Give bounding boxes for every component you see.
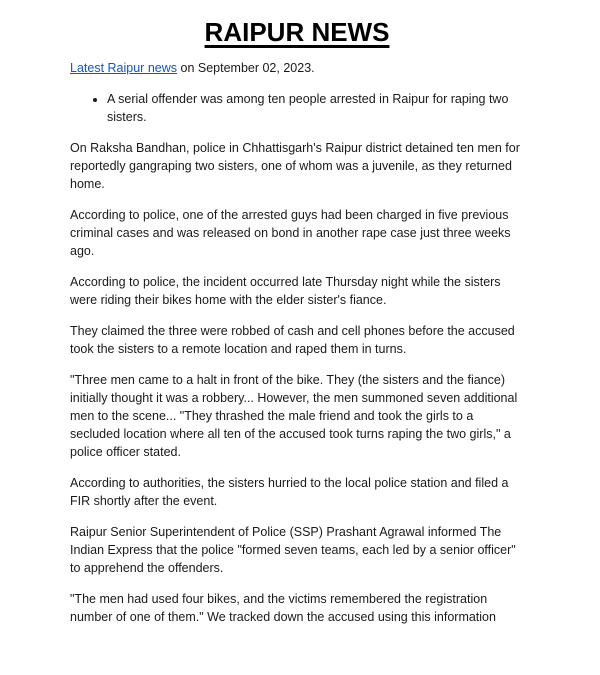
paragraph-1: On Raksha Bandhan, police in Chhattisgarh's Raipur district detained ten men for reportedly gangraping two sisters, one of whom was a juvenile, as they returned home. — [70, 141, 520, 191]
paragraph-5: "Three men came to a halt in front of the bike. They (the sisters and the fiance) initially thought it was a robbery... However, the men summoned seven additional men to the scene... "They thrashed the male friend and took the girls to a secluded location where all ten of the accused took turns raping the two girls," a police officer stated. — [70, 373, 518, 459]
summary-list — [70, 90, 524, 126]
byline — [70, 59, 524, 77]
paragraph-6: According to authorities, the sisters hurried to the local police station and filed a FIR shortly after the event. — [70, 476, 509, 508]
page-title: RAIPUR NEWS — [204, 17, 390, 47]
paragraph-7: Raipur Senior Superintendent of Police (SSP) Prashant Agrawal informed The Indian Express that the police "formed seven teams, each led by a senior officer" to apprehend the offenders. — [70, 525, 516, 575]
latest-raipur-news-link[interactable]: Latest Raipur news — [70, 61, 178, 75]
paragraph-8: "The men had used four bikes, and the victims remembered the registration number of one of them." We tracked down the accused using this information — [70, 592, 496, 624]
paragraph-3: According to police, the incident occurred late Thursday night while the sisters were riding their bikes home with the elder sister's fiance. — [70, 275, 501, 307]
paragraph-4: They claimed the three were robbed of cash and cell phones before the accused took the sisters to a remote location and raped them in turns. — [70, 324, 515, 356]
summary-bullet-item: • A serial offender was among ten people arrested in Raipur for raping two sisters. — [107, 90, 524, 126]
paragraph-2: According to police, one of the arrested guys had been charged in five previous criminal cases and was released on bond in another rape case just three weeks ago. — [70, 208, 511, 258]
byline-date-text: on September 02, 2023. — [177, 61, 315, 75]
